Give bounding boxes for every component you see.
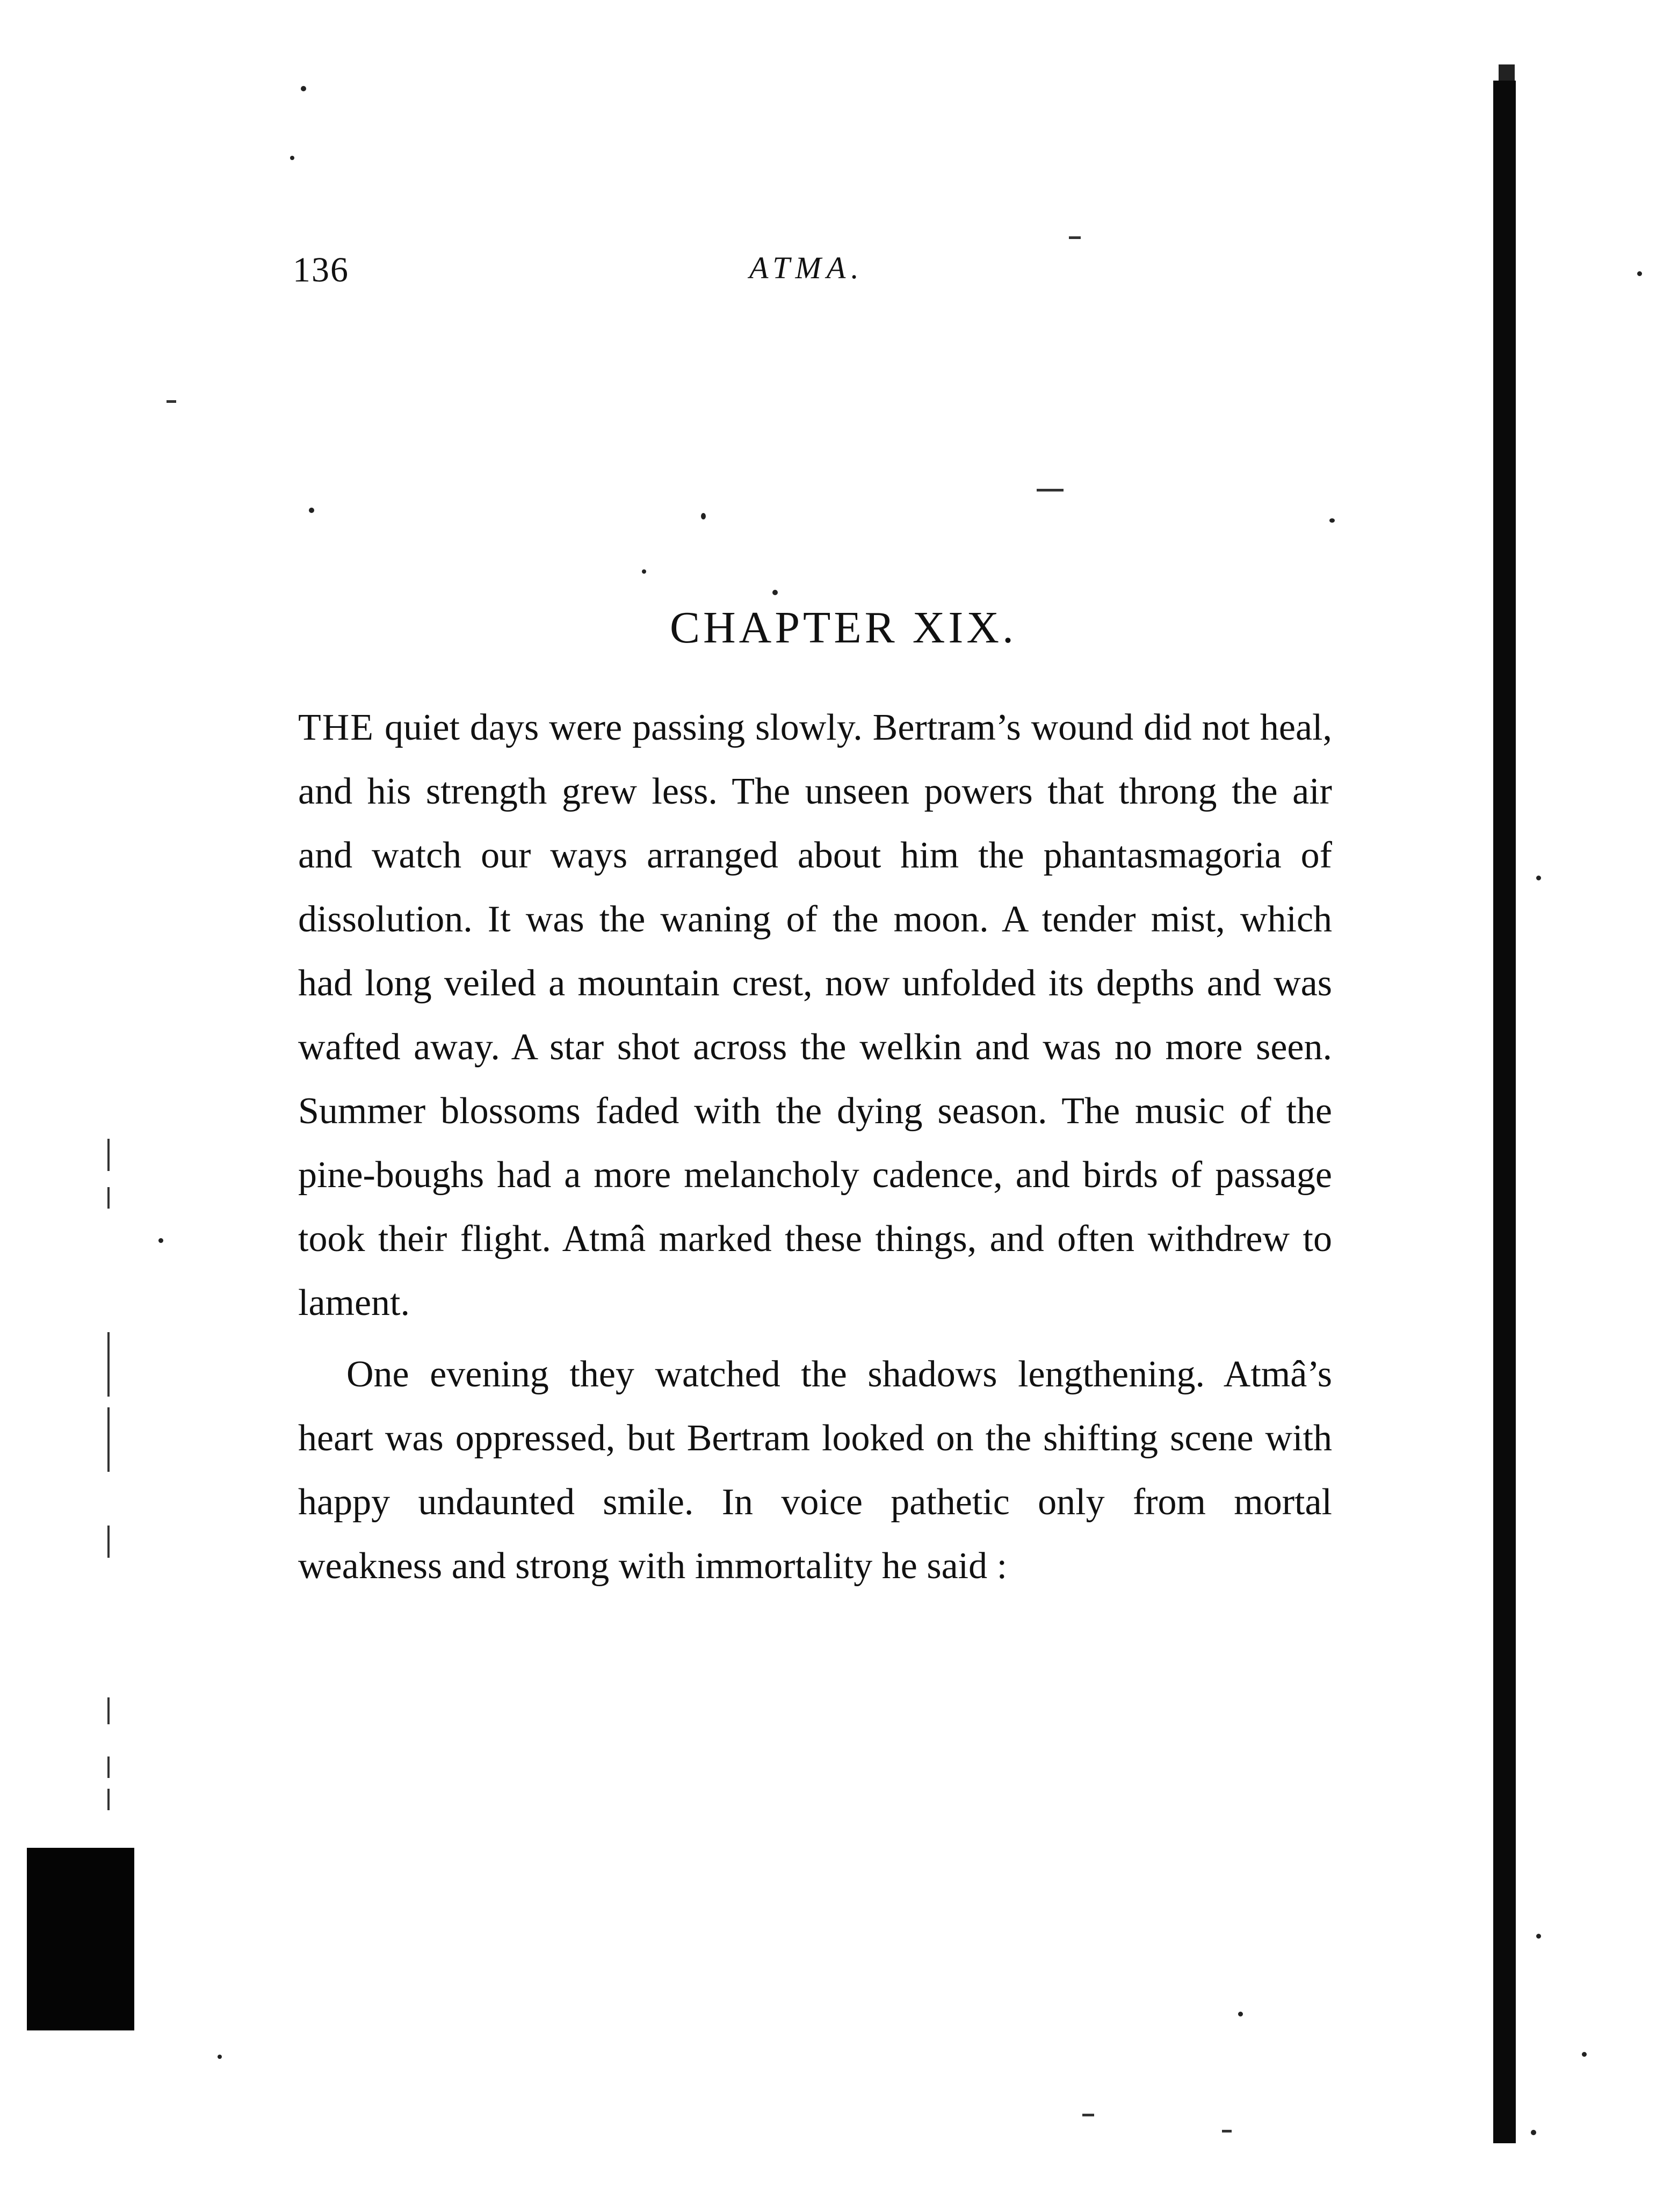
paragraph-lead-word: THE [298, 707, 375, 748]
scan-speck [1238, 2012, 1243, 2016]
scan-speck [1531, 2130, 1536, 2135]
scan-speck [772, 590, 778, 595]
scan-speck [1536, 876, 1541, 880]
chapter-body [298, 696, 1332, 1598]
scan-mark [1037, 489, 1064, 491]
scan-mark [1082, 2114, 1094, 2116]
gutter-mark [107, 1697, 110, 1724]
gutter-mark [107, 1756, 110, 1778]
scan-margin-artifact [27, 1848, 134, 2030]
paragraph-text: quiet days were passing slowly. Bertram’s wound did not heal, and his strength grew less. The unseen powers that throng the air and watch our ways arranged about him the phantasmagoria of dissolution. It was the waning of the moon. A tender mist, which had long veiled a mountain crest, now unfolded its depths and was wafted away. A star shot across the welkin and was no more seen. Summer blossoms faded with the dying season. The music of the pine-boughs had a more melancholy cadence, and birds of passage took their flight. Atmâ marked these things, and often withdrew to lament. [298, 707, 1332, 1324]
running-head [293, 250, 1147, 298]
paragraph [298, 1342, 1332, 1598]
gutter-mark [107, 1187, 110, 1209]
scan-speck [301, 86, 306, 91]
gutter-mark [107, 1407, 110, 1472]
scan-speck [1637, 271, 1642, 276]
scan-speck [290, 156, 294, 160]
scan-speck [158, 1238, 163, 1243]
scan-speck [642, 569, 646, 574]
scan-speck [701, 513, 706, 519]
page-number: 136 [293, 250, 349, 290]
gutter-mark [107, 1526, 110, 1558]
paragraph-text: One evening they watched the shadows lengthening. Atmâ’s heart was oppressed, but Bertram looked on the shifting scene with happy undaunted smile. In voice pathetic only from mortal weakness and strong with immortality he said : [298, 1354, 1332, 1587]
scan-speck [1582, 2052, 1587, 2057]
gutter-mark [107, 1332, 110, 1397]
running-title: ATMA. [749, 250, 864, 285]
scan-speck [1329, 518, 1335, 523]
scan-mark [167, 400, 176, 403]
gutter-mark [107, 1139, 110, 1171]
scan-speck [309, 508, 314, 513]
scan-speck [1536, 1934, 1541, 1939]
scan-mark [1069, 236, 1081, 239]
scan-mark [1222, 2130, 1232, 2133]
chapter-heading: CHAPTER XIX. [669, 603, 1017, 653]
gutter-mark [107, 1789, 110, 1810]
book-spine-shadow [1493, 81, 1516, 2143]
paragraph [298, 696, 1332, 1335]
scan-speck [218, 2055, 222, 2059]
